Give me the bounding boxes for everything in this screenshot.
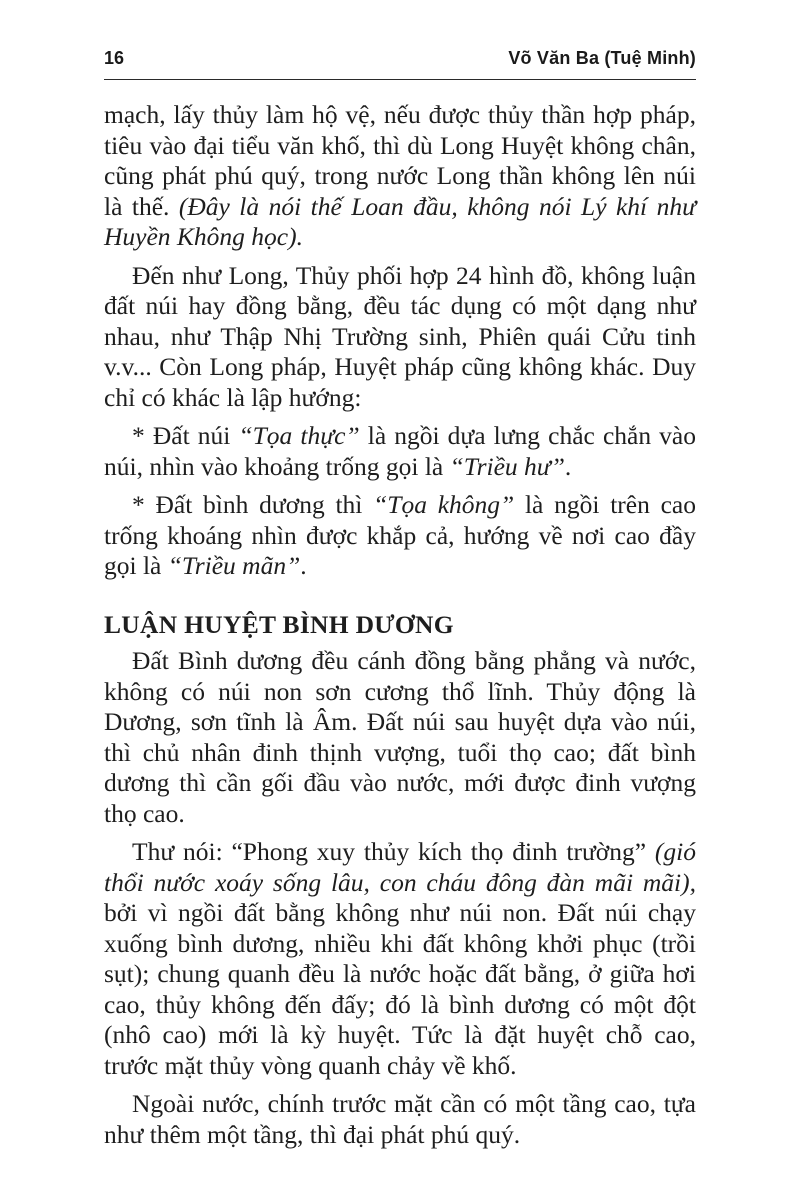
paragraph-4-part-c: . [300, 551, 307, 580]
paragraph-6 [104, 837, 696, 1081]
running-header [104, 48, 696, 78]
paragraph-6-italic-gloss: (gió thổi nước xoáy sống lâu, con cháu đông đàn mãi mãi), [104, 837, 696, 897]
paragraph-1 [104, 100, 696, 253]
paragraph-4-part-a: * Đất bình dương thì [132, 490, 374, 519]
paragraph-3-part-c: . [564, 451, 572, 481]
paragraph-1-text: mạch, lấy thủy làm hộ vệ, nếu được thủy thần hợp pháp, tiêu vào đại tiểu văn khố, thì dù Long Huyệt không chân, cũng phát phú quý, trong nước Long thần không lên núi là thế. [104, 100, 696, 221]
page-number: 16 [104, 48, 125, 68]
running-title: Võ Văn Ba (Tuệ Minh) [508, 48, 696, 68]
paragraph-4 [104, 490, 696, 582]
paragraph-2: Đến như Long, Thủy phối hợp 24 hình đồ, không luận đất núi hay đồng bằng, đều tác dụng có một dạng như nhau, như Thập Nhị Trường sinh, Phiên quái Cửu tinh v.v... Còn Long pháp, Huyệt pháp cũng không khác. Duy chỉ có khác là lập hướng: [104, 260, 696, 412]
term-trieu-hu: “Triều hư” [449, 451, 565, 481]
section-heading: LUẬN HUYỆT BÌNH DƯƠNG [104, 609, 454, 639]
term-toa-khong: “Tọa không” [373, 490, 515, 519]
paragraph-4-part-b: là ngồi trên cao trống khoáng nhìn được khắp cả, hướng về nơi cao đầy gọi là [104, 490, 696, 580]
paragraph-3-part-a: * Đất núi [132, 421, 239, 450]
body-text [104, 100, 696, 1158]
paragraph-5: Đất Bình dương đều cánh đồng bằng phẳng và nước, không có núi non sơn cương thổ lĩnh. Thủy động là Dương, sơn tĩnh là Âm. Đất núi sau huyệt dựa vào núi, thì chủ nhân đinh thịnh vượng, tuổi thọ cao; đất bình dương thì cần gối đầu vào nước, mới được đinh vượng thọ cao. [104, 646, 696, 828]
paragraph-3 [104, 421, 696, 482]
paragraph-6-part-b: bởi vì ngồi đất bằng không như núi non. Đất núi chạy xuống bình dương, nhiều khi đất không khởi phục (trồi sụt); chung quanh đều là nước hoặc đất bằng, ở giữa hơi cao, thủy không đến đấy; đó là bình dương có một đột (nhô cao) mới là kỳ huyệt. Tức là đặt huyệt chỗ cao, trước mặt thủy vòng quanh chảy về khố. [104, 898, 696, 1080]
term-toa-thuc: “Tọa thực” [238, 421, 360, 450]
term-trieu-man: “Triều mãn” [167, 551, 301, 580]
paragraph-3-part-b: là ngồi dựa lưng chắc chắn vào núi, nhìn vào khoảng trống gọi là [104, 421, 696, 481]
paragraph-7: Ngoài nước, chính trước mặt cần có một tầng cao, tựa như thêm một tầng, thì đại phát phú quý. [104, 1089, 696, 1149]
paragraph-1-italic-note: (Đây là nói thế Loan đầu, không nói Lý khí như Huyền Không học). [104, 191, 696, 251]
paragraph-6-part-a: Thư nói: “Phong xuy thủy kích thọ đinh trường” [132, 837, 655, 866]
header-rule [104, 79, 696, 80]
